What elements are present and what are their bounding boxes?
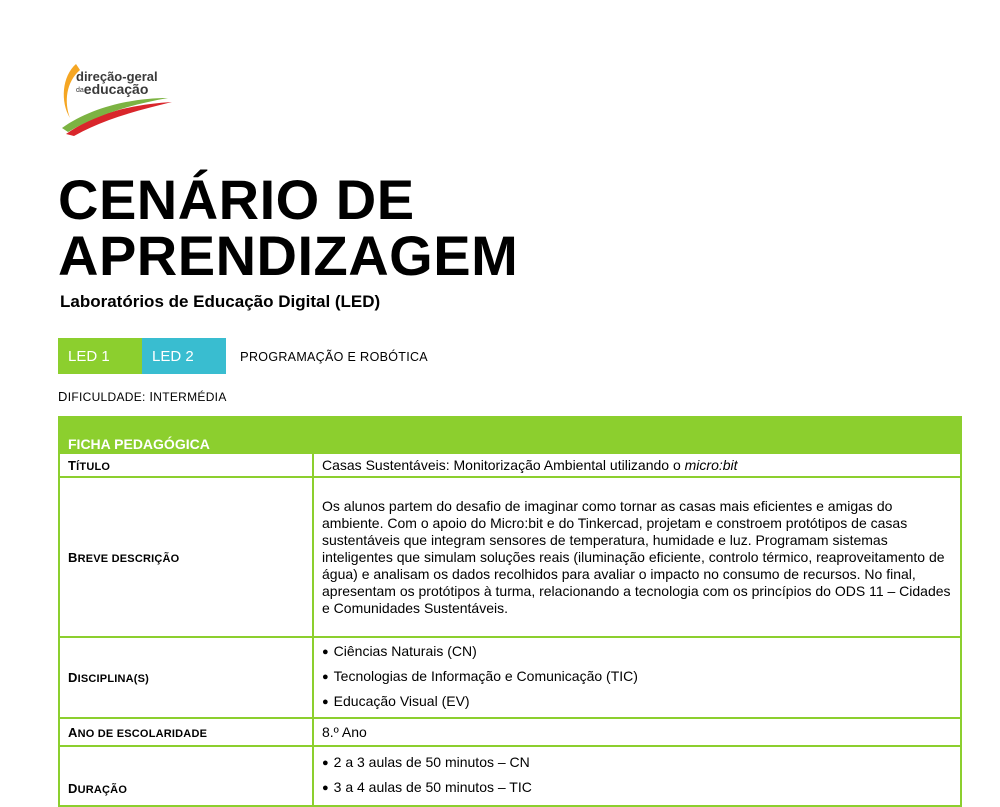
logo-text-line1: direção-geral <box>76 69 158 84</box>
led-bar <box>58 338 428 374</box>
table-row <box>59 637 961 718</box>
dge-logo <box>60 58 190 138</box>
list-item: ● 2 a 3 aulas de 50 minutos – CN <box>322 751 952 776</box>
list-item: ● Tecnologias de Informação e Comunicação (TIC) <box>322 665 952 690</box>
row-value-ano: 8.º Ano <box>313 718 961 746</box>
list-item: ● Ciências Naturais (CN) <box>322 640 952 665</box>
logo-text-line2: daeducação <box>76 81 149 97</box>
table-row <box>59 718 961 746</box>
row-label-titulo: TÍTULO <box>59 453 313 477</box>
list-item: ● Educação Visual (EV) <box>322 690 952 715</box>
row-label-ano: ANO DE ESCOLARIDADE <box>59 718 313 746</box>
table-row <box>59 477 961 637</box>
page-subtitle: Laboratórios de Educação Digital (LED) <box>60 292 381 311</box>
row-label-disciplinas: DISCIPLINA(S) <box>59 637 313 718</box>
row-value-disciplinas <box>313 637 961 718</box>
row-label-descricao: BREVE DESCRIÇÃO <box>59 477 313 637</box>
led-topic <box>226 338 428 374</box>
row-value-duracao <box>313 746 961 806</box>
table-row <box>59 746 961 806</box>
page-title <box>58 168 519 287</box>
ficha-header: FICHA PEDAGÓGICA <box>59 417 961 453</box>
page-title-line2: APRENDIZAGEM <box>58 224 519 287</box>
page-title-line1: CENÁRIO DE <box>58 168 415 231</box>
row-label-duracao: DURAÇÃO <box>59 746 313 806</box>
led1-badge: LED 1 <box>58 338 142 374</box>
list-item: ● 3 a 4 aulas de 50 minutos – TIC <box>322 776 952 801</box>
row-value-descricao: Os alunos partem do desafio de imaginar como tornar as casas mais eficientes e amigas do ambiente. Com o apoio do Micro:bit e do Tinkercad, projetam e constroem protótipos de casas sustentáveis que integram sensores de temperatura, humidade e luz. Programam sistemas inteligentes que simulam soluções reais (iluminação eficiente, controlo térmico, reaproveitamento de água) e analisam os dados recolhidos para avaliar o impacto no consumo de recursos. No final, apresentam os protótipos à turma, relacionando a tecnologia com os princípios do ODS 11 – Cidades e Comunidades Sustentáveis. <box>313 477 961 637</box>
difficulty-label <box>58 389 227 404</box>
table-row <box>59 453 961 477</box>
led-topic-text: PROGRAMAÇÃO E ROBÓTICA <box>240 348 428 364</box>
difficulty-text: DIFICULDADE: INTERMÉDIA <box>58 389 227 404</box>
ficha-pedagogica-table <box>58 416 962 807</box>
led2-badge: LED 2 <box>142 338 226 374</box>
row-value-titulo: Casas Sustentáveis: Monitorização Ambiental utilizando o micro:bit <box>313 453 961 477</box>
